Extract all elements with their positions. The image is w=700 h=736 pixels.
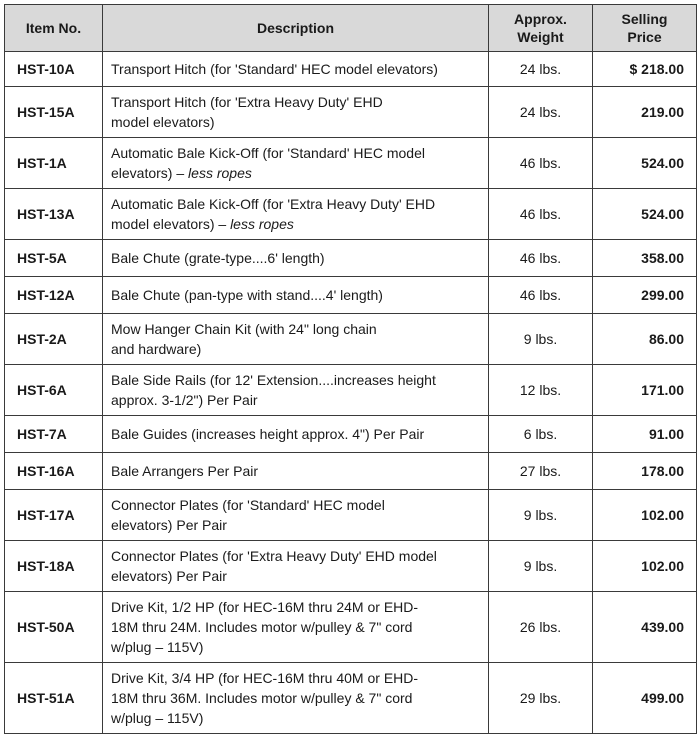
description-line: Mow Hanger Chain Kit (with 24" long chain xyxy=(111,321,377,337)
description-line: Transport Hitch (for 'Standard' HEC model elevators) xyxy=(111,61,438,77)
description-line: 18M thru 24M. Includes motor w/pulley & 7" cord xyxy=(111,619,413,635)
cell-weight: 9 lbs. xyxy=(489,314,593,365)
description-line: Connector Plates (for 'Standard' HEC model xyxy=(111,497,385,513)
description-line: elevators) Per Pair xyxy=(111,568,227,584)
cell-item-no: HST-17A xyxy=(5,490,103,541)
cell-description xyxy=(103,365,489,416)
cell-item-no: HST-5A xyxy=(5,240,103,277)
cell-description xyxy=(103,541,489,592)
table-row xyxy=(5,189,697,240)
table-row xyxy=(5,277,697,314)
cell-weight: 29 lbs. xyxy=(489,663,593,734)
cell-description xyxy=(103,663,489,734)
cell-price: 524.00 xyxy=(593,189,697,240)
description-line: Drive Kit, 3/4 HP (for HEC-16M thru 40M or EHD- xyxy=(111,670,419,686)
cell-description xyxy=(103,138,489,189)
header-price-line1: Selling xyxy=(621,11,668,27)
table-row xyxy=(5,138,697,189)
cell-weight: 9 lbs. xyxy=(489,490,593,541)
table-row xyxy=(5,87,697,138)
cell-description xyxy=(103,189,489,240)
price-list-table xyxy=(4,4,697,734)
cell-weight: 6 lbs. xyxy=(489,416,593,453)
cell-price: 171.00 xyxy=(593,365,697,416)
cell-item-no: HST-15A xyxy=(5,87,103,138)
description-line: Bale Chute (grate-type....6' length) xyxy=(111,250,325,266)
cell-weight: 27 lbs. xyxy=(489,453,593,490)
cell-weight: 46 lbs. xyxy=(489,138,593,189)
table-row xyxy=(5,365,697,416)
description-line: elevators) Per Pair xyxy=(111,517,227,533)
cell-item-no: HST-1A xyxy=(5,138,103,189)
table-body xyxy=(5,52,697,734)
cell-item-no: HST-6A xyxy=(5,365,103,416)
table-row xyxy=(5,453,697,490)
cell-weight: 46 lbs. xyxy=(489,240,593,277)
header-item-no: Item No. xyxy=(5,5,103,52)
cell-price: 524.00 xyxy=(593,138,697,189)
header-weight-line1: Approx. xyxy=(514,11,567,27)
cell-description xyxy=(103,416,489,453)
cell-item-no: HST-7A xyxy=(5,416,103,453)
header-row xyxy=(5,5,697,52)
table-row xyxy=(5,663,697,734)
description-note: less ropes xyxy=(230,216,294,232)
cell-weight: 24 lbs. xyxy=(489,87,593,138)
cell-price: 86.00 xyxy=(593,314,697,365)
cell-price: $ 218.00 xyxy=(593,52,697,87)
description-line: elevators) – less ropes xyxy=(111,165,252,181)
cell-price: 91.00 xyxy=(593,416,697,453)
description-line: 18M thru 36M. Includes motor w/pulley & 7" cord xyxy=(111,690,413,706)
table-row xyxy=(5,314,697,365)
cell-item-no: HST-10A xyxy=(5,52,103,87)
cell-description xyxy=(103,314,489,365)
cell-description xyxy=(103,240,489,277)
cell-price: 102.00 xyxy=(593,490,697,541)
description-line: Automatic Bale Kick-Off (for 'Standard' HEC model xyxy=(111,145,425,161)
cell-price: 499.00 xyxy=(593,663,697,734)
cell-description xyxy=(103,277,489,314)
description-line: model elevators) xyxy=(111,114,215,130)
cell-description xyxy=(103,87,489,138)
cell-item-no: HST-16A xyxy=(5,453,103,490)
header-price xyxy=(593,5,697,52)
cell-description xyxy=(103,52,489,87)
table-row xyxy=(5,416,697,453)
description-line: Transport Hitch (for 'Extra Heavy Duty' EHD xyxy=(111,94,383,110)
description-line: Bale Chute (pan-type with stand....4' length) xyxy=(111,287,383,303)
description-line: Bale Arrangers Per Pair xyxy=(111,463,259,479)
cell-item-no: HST-50A xyxy=(5,592,103,663)
cell-description xyxy=(103,453,489,490)
cell-item-no: HST-12A xyxy=(5,277,103,314)
cell-weight: 12 lbs. xyxy=(489,365,593,416)
cell-item-no: HST-13A xyxy=(5,189,103,240)
table-row xyxy=(5,592,697,663)
description-line: w/plug – 115V) xyxy=(111,639,204,655)
table-row xyxy=(5,52,697,87)
header-weight-line2: Weight xyxy=(517,29,564,45)
description-note: less ropes xyxy=(188,165,252,181)
description-line: Automatic Bale Kick-Off (for 'Extra Heavy Duty' EHD xyxy=(111,196,436,212)
cell-item-no: HST-18A xyxy=(5,541,103,592)
header-price-line2: Price xyxy=(627,29,662,45)
description-line: Bale Guides (increases height approx. 4") Per Pair xyxy=(111,426,425,442)
description-line: Drive Kit, 1/2 HP (for HEC-16M thru 24M or EHD- xyxy=(111,599,419,615)
cell-weight: 24 lbs. xyxy=(489,52,593,87)
cell-weight: 9 lbs. xyxy=(489,541,593,592)
description-line: approx. 3-1/2") Per Pair xyxy=(111,392,258,408)
cell-item-no: HST-2A xyxy=(5,314,103,365)
table-row xyxy=(5,240,697,277)
cell-price: 439.00 xyxy=(593,592,697,663)
cell-price: 102.00 xyxy=(593,541,697,592)
cell-description xyxy=(103,490,489,541)
price-list-table-wrapper xyxy=(4,4,697,734)
cell-item-no: HST-51A xyxy=(5,663,103,734)
cell-price: 299.00 xyxy=(593,277,697,314)
cell-description xyxy=(103,592,489,663)
cell-weight: 46 lbs. xyxy=(489,189,593,240)
description-line: w/plug – 115V) xyxy=(111,710,204,726)
description-line: and hardware) xyxy=(111,341,202,357)
cell-price: 358.00 xyxy=(593,240,697,277)
table-row xyxy=(5,490,697,541)
cell-weight: 46 lbs. xyxy=(489,277,593,314)
description-line: Connector Plates (for 'Extra Heavy Duty' EHD model xyxy=(111,548,437,564)
cell-price: 219.00 xyxy=(593,87,697,138)
table-row xyxy=(5,541,697,592)
cell-weight: 26 lbs. xyxy=(489,592,593,663)
description-line: model elevators) – less ropes xyxy=(111,216,294,232)
header-weight xyxy=(489,5,593,52)
cell-price: 178.00 xyxy=(593,453,697,490)
header-description: Description xyxy=(103,5,489,52)
description-line: Bale Side Rails (for 12' Extension....increases height xyxy=(111,372,436,388)
